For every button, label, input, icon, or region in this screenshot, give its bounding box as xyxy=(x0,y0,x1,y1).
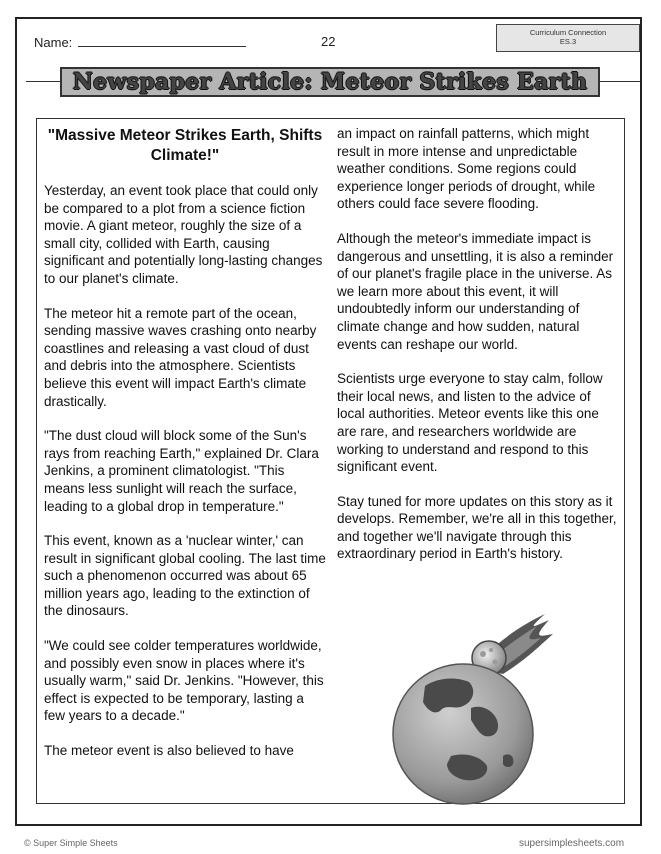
article-paragraph: Scientists urge everyone to stay calm, follow their local news, and listen to the advice of local authorities. Meteor events like this one are rare, and researchers worldwide are working to understand and respond to this significant event. xyxy=(337,371,603,475)
curriculum-connection-box xyxy=(496,24,640,52)
article-column-left xyxy=(44,126,326,777)
article-paragraph: Stay tuned for more updates on this story as it develops. Remember, we're all in this together, and together we'll navigate through this extraordinary period in Earth's history. xyxy=(337,493,617,562)
name-field xyxy=(34,34,246,50)
title-rule-right xyxy=(600,81,640,82)
footer-copyright: © Super Simple Sheets xyxy=(24,838,118,848)
curriculum-label: Curriculum Connection xyxy=(529,28,607,37)
article-column-right xyxy=(337,125,617,580)
page-number: 22 xyxy=(321,34,336,49)
article-paragraph: This event, known as a 'nuclear winter,' can result in significant global cooling. The last time such a phenomenon occurred was about 65 million years ago, leading to the extinction of the dinosaurs. xyxy=(44,533,326,619)
article-paragraph: The meteor hit a remote part of the ocean, sending massive waves crashing onto nearby coastlines and releasing a vast cloud of dust and debris into the atmosphere. Scientists believe this event will impact Earth's climate drastically. xyxy=(44,305,317,409)
footer-website[interactable]: supersimplesheets.com xyxy=(519,838,625,849)
name-input-line[interactable] xyxy=(78,34,246,47)
article-paragraph: Yesterday, an event took place that could only be compared to a plot from a science fiction movie. A giant meteor, roughly the size of a small city, collided with Earth, causing significant and potentially long-lasting changes to our planet's climate. xyxy=(44,183,323,286)
article-headline: "Massive Meteor Strikes Earth, Shifts Climate!" xyxy=(47,127,323,164)
page-title: Newspaper Article: Meteor Strikes Earth xyxy=(72,69,588,95)
curriculum-code: ES.3 xyxy=(559,37,577,46)
article-paragraph: "We could see colder temperatures worldwide, and possibly even snow in places where it's usually warm," said Dr. Jenkins. "However, this effect is expected to be temporary, lasting a few years to a decade." xyxy=(44,638,324,724)
article-paragraph: The meteor event is also believed to have xyxy=(44,743,294,759)
name-label: Name: xyxy=(34,35,73,50)
meteor-earth-icon xyxy=(385,606,560,806)
article-paragraph: an impact on rainfall patterns, which might result in more intense and unpredictable weather conditions. Some regions could experience longer periods of drought, while others could face severe flooding. xyxy=(337,126,596,212)
article-paragraph: Although the meteor's immediate impact is dangerous and unsettling, it is also a reminder of our planet's fragile place in the universe. As we learn more about this event, it will undoubtedly inform our understanding of climate change and how sudden, natural events can reshape our world. xyxy=(337,230,614,352)
title-banner xyxy=(60,67,600,97)
article-paragraph: "The dust cloud will block some of the Sun's rays from reaching Earth," explained Dr. Clara Jenkins, a prominent climatologist. "This means less sunlight will reach the surface, leading to a global drop in temperature." xyxy=(44,428,319,514)
title-rule-left xyxy=(26,81,60,82)
